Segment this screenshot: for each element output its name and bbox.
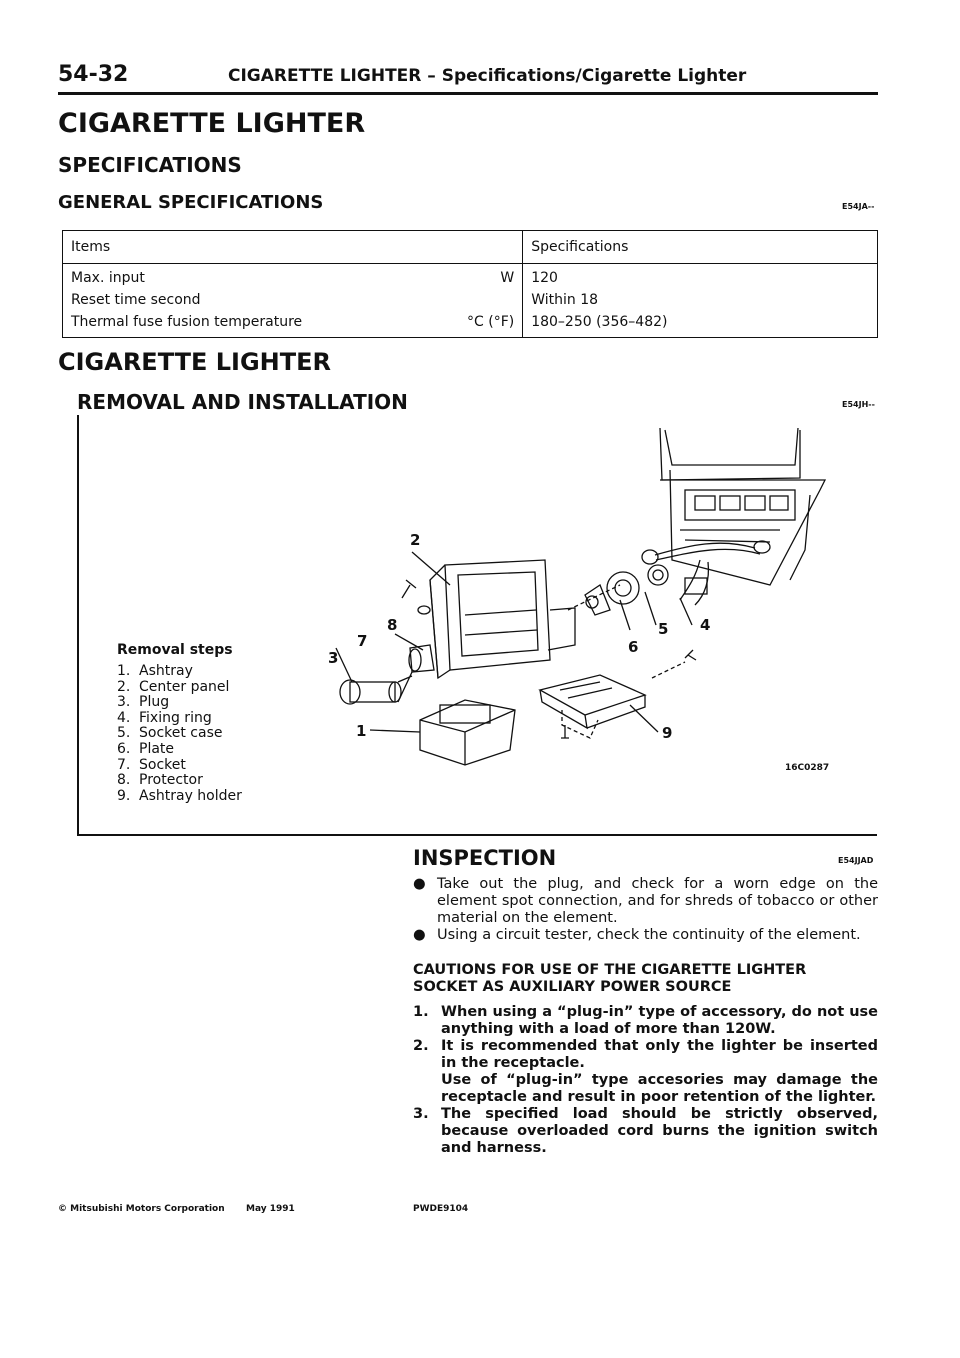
- list-item: [117, 742, 242, 758]
- figure-frame-bottom: [77, 834, 877, 836]
- screw-drawing: [402, 580, 696, 738]
- callout-6: 6: [628, 638, 639, 656]
- socket-case-drawing: [585, 565, 668, 615]
- bullet-text: Take out the plug, and check for a worn edge on the element spot connection, and for shreds of tobacco or other material on the element.: [437, 876, 878, 926]
- list-item: [117, 695, 242, 711]
- step-number: 5.: [117, 725, 131, 742]
- running-header-title: CIGARETTE LIGHTER – Specifications/Cigarette Lighter: [228, 66, 747, 86]
- table-row: [63, 264, 878, 290]
- row-item: Max. input: [71, 270, 145, 286]
- callout-8: 8: [387, 616, 398, 634]
- cautions-heading: [413, 962, 878, 996]
- row-item: Thermal fuse fusion temperature: [71, 314, 303, 330]
- list-item: [117, 789, 242, 805]
- list-item: [117, 758, 242, 774]
- caution-number: 1.: [413, 1004, 429, 1020]
- callout-2: 2: [410, 531, 421, 549]
- footer-doc-code: PWDE9104: [413, 1204, 469, 1214]
- cautions-heading-line2: SOCKET AS AUXILIARY POWER SOURCE: [413, 979, 732, 995]
- socket-plug-drawing: [340, 645, 434, 704]
- caution-number: 2.: [413, 1038, 429, 1054]
- step-number: 8.: [117, 772, 131, 789]
- bullet-icon: ●: [413, 876, 426, 892]
- caution-text: It is recommended that only the lighter be inserted in the receptacle.: [441, 1038, 878, 1071]
- center-panel-drawing: [430, 560, 575, 678]
- row-unit: [459, 289, 523, 311]
- caution-text: When using a “plug-in” type of accessory, do not use anything with a load of more than 120W.: [441, 1004, 878, 1037]
- specifications-heading: SPECIFICATIONS: [58, 153, 242, 177]
- figure-frame-left: [77, 415, 79, 835]
- header-items: Items: [63, 231, 460, 264]
- removal-installation-heading: REMOVAL AND INSTALLATION: [77, 390, 408, 414]
- list-item: [413, 1106, 878, 1157]
- caution-text: The specified load should be strictly observed, because overloaded cord burns the ignition switch and harness.: [441, 1106, 878, 1156]
- step-text: Protector: [139, 772, 203, 789]
- list-item: [413, 1004, 878, 1038]
- spec-section-code: E54JA--: [842, 202, 875, 211]
- lighter-title: CIGARETTE LIGHTER: [58, 348, 331, 376]
- removal-steps-list: [117, 664, 242, 804]
- leader-lines: [336, 552, 692, 732]
- cautions-list: [413, 1004, 878, 1157]
- row-unit: W: [459, 264, 523, 290]
- caution-number: [413, 1072, 441, 1106]
- header-specifications: Specifications: [523, 231, 878, 264]
- row-unit: °C (°F): [459, 311, 523, 338]
- callout-1: 1: [356, 722, 367, 740]
- step-number: 1.: [117, 663, 131, 679]
- step-text: Fixing ring: [139, 709, 212, 726]
- list-item: [413, 1072, 878, 1106]
- inspection-body: [413, 876, 878, 1157]
- page-number: 54-32: [58, 62, 129, 87]
- list-item: [117, 711, 242, 727]
- step-text: Ashtray: [139, 663, 193, 679]
- list-item: [413, 1038, 878, 1072]
- inspection-heading: INSPECTION: [413, 846, 557, 870]
- step-number: 4.: [117, 709, 131, 726]
- bullet-text: Using a circuit tester, check the continuity of the element.: [437, 927, 861, 943]
- step-number: 6.: [117, 740, 131, 757]
- footer-date: May 1991: [246, 1204, 295, 1214]
- ashtray-drawing: [420, 700, 515, 765]
- step-text: Plug: [139, 694, 170, 711]
- bullet-icon: ●: [413, 927, 426, 943]
- step-number: 9.: [117, 787, 131, 804]
- table-header-row: [63, 231, 878, 264]
- caution-number: 3.: [413, 1106, 429, 1122]
- row-item: Reset time second: [71, 292, 201, 308]
- step-number: 7.: [117, 756, 131, 773]
- cautions-heading-line1: CAUTIONS FOR USE OF THE CIGARETTE LIGHTER: [413, 962, 807, 978]
- callout-3: 3: [328, 649, 339, 667]
- step-text: Ashtray holder: [139, 787, 242, 804]
- figure-id: 16C0287: [785, 763, 830, 773]
- step-text: Plate: [139, 740, 175, 757]
- callout-9: 9: [662, 724, 673, 742]
- step-text: Socket: [139, 756, 186, 773]
- specifications-table: [62, 230, 878, 338]
- list-item: [413, 927, 878, 944]
- step-text: Center panel: [139, 678, 230, 695]
- step-number: 3.: [117, 694, 131, 711]
- callout-4: 4: [700, 616, 711, 634]
- table-row: [63, 311, 878, 338]
- list-item: [117, 726, 242, 742]
- removal-steps-title: Removal steps: [117, 642, 233, 658]
- row-value: 180–250 (356–482): [531, 314, 668, 330]
- exploded-view-diagram: [300, 420, 860, 770]
- list-item: [117, 680, 242, 696]
- wiring-harness-drawing: [642, 541, 770, 605]
- row-value: 120: [531, 270, 558, 286]
- section-title: CIGARETTE LIGHTER: [58, 108, 366, 139]
- general-specifications-heading: GENERAL SPECIFICATIONS: [58, 192, 324, 213]
- callout-7: 7: [357, 632, 368, 650]
- dashboard-console-drawing: [660, 428, 825, 585]
- inspection-code: E54JJAD: [838, 856, 874, 865]
- header-rule: [58, 92, 878, 95]
- step-number: 2.: [117, 678, 131, 695]
- table-row: [63, 289, 878, 311]
- list-item: [117, 664, 242, 680]
- list-item: [117, 773, 242, 789]
- header-unit: [459, 231, 523, 264]
- caution-text: Use of “plug-in” type accesories may damage the receptacle and result in poor retention of the lighter.: [441, 1072, 878, 1105]
- row-value: Within 18: [531, 292, 599, 308]
- step-text: Socket case: [139, 725, 223, 742]
- list-item: [413, 876, 878, 927]
- removal-section-code: E54JH--: [842, 400, 875, 409]
- callout-5: 5: [658, 620, 669, 638]
- footer-copyright: © Mitsubishi Motors Corporation: [58, 1204, 225, 1214]
- ashtray-holder-drawing: [540, 585, 685, 738]
